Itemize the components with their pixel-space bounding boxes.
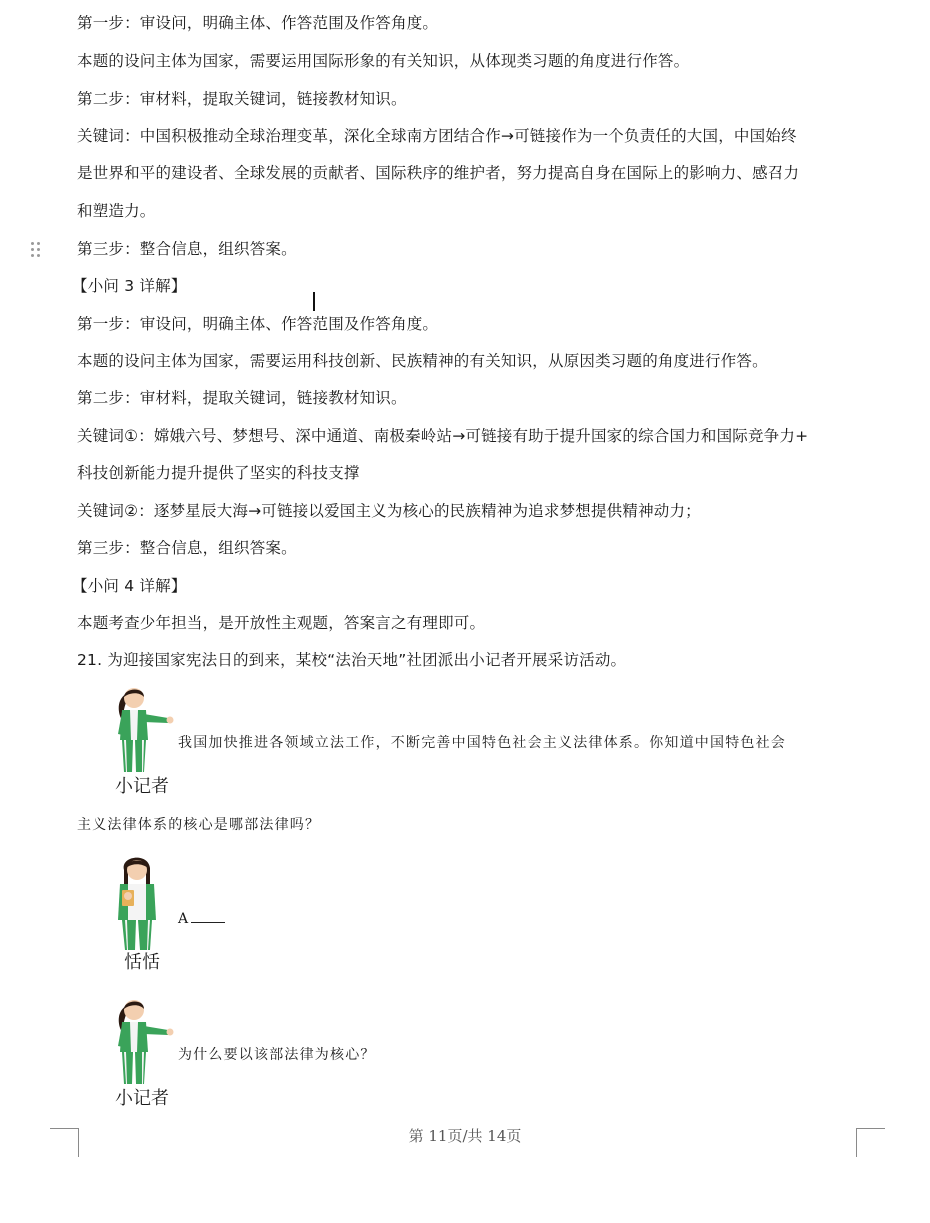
reporter-question-1-continued: 主义法律体系的核心是哪部法律吗？ (77, 817, 321, 833)
reporter-caption: 小记者 (115, 1088, 169, 1109)
reporter-question-1: 我国加快推进各领域立法工作，不断完善中国特色社会主义法律体系。你知道中国特色社会 (178, 735, 786, 751)
text-line: 第一步：审设问，明确主体、作答范围及作答角度。 (77, 315, 439, 333)
text-line: 第三步：整合信息，组织答案。 (77, 240, 297, 258)
reporter-caption: 小记者 (115, 776, 169, 797)
reporter-question-2: 为什么要以该部法律为核心？ (178, 1047, 376, 1063)
text-line: 本题的设问主体为国家，需要运用国际形象的有关知识，从体现类习题的角度进行作答。 (77, 52, 690, 70)
text-line: 关键词②：逐梦星辰大海→可链接以爱国主义为核心的民族精神为追求梦想提供精神动力； (77, 502, 701, 520)
reporter-illustration (110, 684, 174, 774)
reporter-figure-1 (108, 684, 176, 798)
answer-label: A (178, 911, 190, 927)
text-line: 本题的设问主体为国家，需要运用科技创新、民族精神的有关知识，从原因类习题的角度进行作答。 (77, 352, 768, 370)
answer-blank[interactable] (191, 908, 225, 923)
reporter-illustration (110, 996, 174, 1086)
paragraph-drag-handle[interactable] (31, 242, 41, 258)
text-line: 和塑造力。 (77, 202, 156, 220)
text-line: 是世界和平的建设者、全球发展的贡献者、国际秩序的维护者，努力提高自身在国际上的影响力、感召力 (77, 164, 800, 182)
section-heading: 【小问 4 详解】 (72, 577, 187, 595)
page-number: 第 11页/共 14页 (408, 1127, 522, 1145)
text-line: 科技创新能力提升提供了坚实的科技支撑 (77, 464, 360, 482)
tiantian-illustration (110, 852, 174, 952)
question-21: 21. 为迎接国家宪法日的到来，某校“法治天地”社团派出小记者开展采访活动。 (77, 651, 627, 669)
text-line: 第三步：整合信息，组织答案。 (77, 539, 297, 557)
tiantian-caption: 恬恬 (124, 952, 160, 973)
tiantian-figure (108, 852, 176, 974)
text-line: 第二步：审材料，提取关键词，链接教材知识。 (77, 90, 407, 108)
reporter-figure-2 (108, 996, 176, 1110)
text-line: 关键词：中国积极推动全球治理变革，深化全球南方团结合作→可链接作为一个负责任的大国，中国始终 (77, 127, 797, 145)
text-line: 关键词①：嫦娥六号、梦想号、深中通道、南极秦岭站→可链接有助于提升国家的综合国力和国际竞争力+ (77, 427, 809, 445)
tiantian-answer (178, 908, 225, 929)
section-heading: 【小问 3 详解】 (72, 277, 187, 295)
text-cursor (313, 292, 315, 311)
text-line: 第二步：审材料，提取关键词，链接教材知识。 (77, 389, 407, 407)
text-line: 第一步：审设问，明确主体、作答范围及作答角度。 (77, 14, 439, 32)
text-line: 本题考查少年担当，是开放性主观题，答案言之有理即可。 (77, 614, 486, 632)
